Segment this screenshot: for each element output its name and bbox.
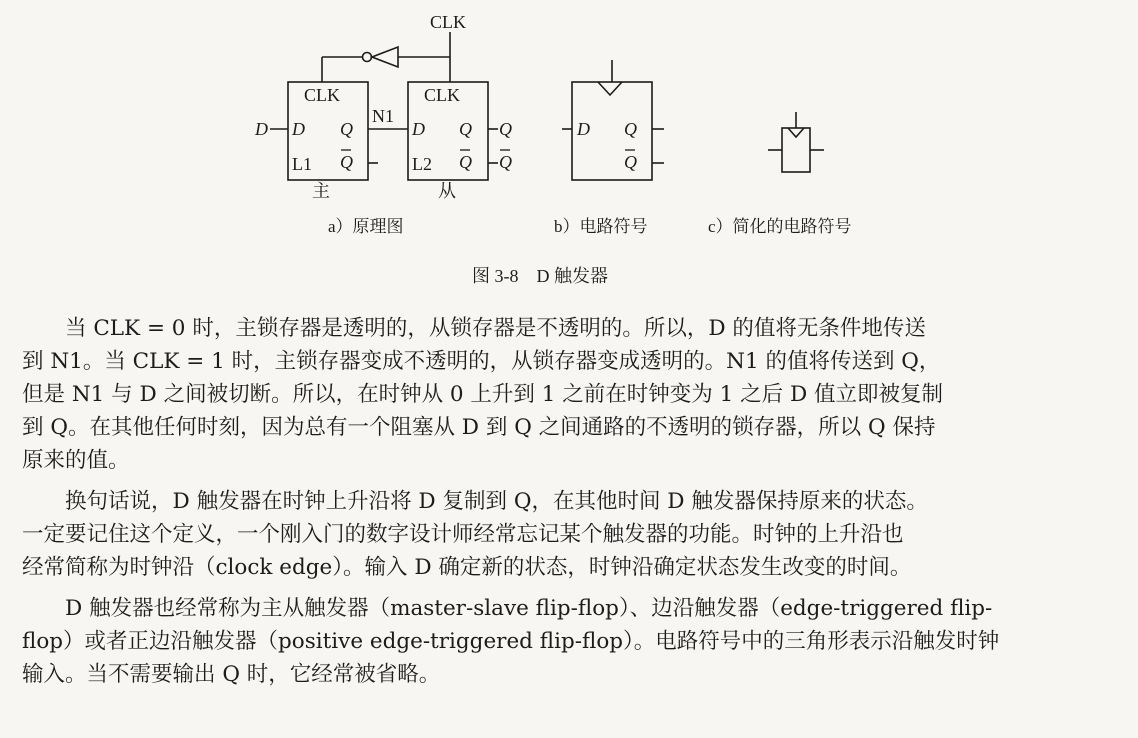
text-line: 一定要记住这个定义，一个刚入门的数字设计师经常忘记某个触发器的功能。时钟的上升沿也 (22, 522, 904, 547)
qbar-output-label: Q (499, 152, 512, 172)
q-output-label: Q (499, 119, 512, 139)
l1-name-label: L1 (292, 154, 312, 174)
paragraph-2 (22, 485, 1122, 584)
slave-label: 从 (438, 181, 456, 201)
l2-qbar-label: Q (459, 152, 472, 172)
text-line: 但是 N1 与 D 之间被切断。所以，在时钟从 0 上升到 1 之前在时钟变为 1 之后 D 值立即被复制 (22, 382, 944, 407)
text-line: 到 Q。在其他任何时刻，因为总有一个阻塞从 D 到 Q 之间通路的不透明的锁存器，所以 Q 保持 (22, 415, 936, 440)
subcaption-b: b）电路符号 (554, 217, 648, 236)
l1-q-label: Q (340, 119, 353, 139)
simplified-clock-triangle-icon (788, 128, 804, 137)
l1-qbar-label: Q (340, 152, 353, 172)
clk-top-label: CLK (430, 12, 466, 32)
l2-name-label: L2 (412, 154, 432, 174)
paragraph-3 (22, 592, 1122, 691)
subcaption-a: a）原理图 (328, 217, 404, 236)
d-input-label: D (255, 119, 268, 139)
symbol-d-label: D (577, 119, 590, 139)
figure-title: 图 3-8 D 触发器 (472, 266, 608, 286)
text-line: D 触发器也经常称为主从触发器（master-slave flip-flop）、边沿触发器（edge-triggered flip- (65, 596, 993, 621)
l2-q-label: Q (459, 119, 472, 139)
symbol-qbar-label: Q (624, 152, 637, 172)
clock-triangle-icon (598, 82, 622, 95)
text-line: 输入。当不需要输出 Q 时，它经常被省略。 (22, 662, 441, 687)
n1-label: N1 (372, 106, 394, 126)
d-flip-flop-figure (0, 0, 1138, 300)
master-label: 主 (312, 181, 330, 201)
l2-clk-label: CLK (424, 85, 460, 105)
l1-clk-label: CLK (304, 85, 340, 105)
text-line: 经常简称为时钟沿（clock edge）。输入 D 确定新的状态，时钟沿确定状态发生改变的时间。 (22, 555, 912, 580)
text-line: flop）或者正边沿触发器（positive edge-triggered flip-flop）。电路符号中的三角形表示沿触发时钟 (22, 629, 1000, 654)
figure-3-8 (0, 0, 1138, 300)
body-text (22, 312, 1122, 699)
dff-simplified-box (782, 128, 810, 172)
symbol-q-label: Q (624, 119, 637, 139)
text-line: 原来的值。 (22, 448, 130, 473)
text-line: 到 N1。当 CLK = 1 时，主锁存器变成不透明的，从锁存器变成透明的。N1 的值将传送到 Q， (22, 349, 941, 374)
text-line: 换句话说，D 触发器在时钟上升沿将 D 复制到 Q，在其他时间 D 触发器保持原来的状态。 (65, 489, 928, 514)
paragraph-1 (22, 312, 1122, 477)
l1-d-label: D (292, 119, 305, 139)
text-line: 当 CLK = 0 时，主锁存器是透明的，从锁存器是不透明的。所以，D 的值将无条件地传送 (65, 316, 926, 341)
l2-d-label: D (412, 119, 425, 139)
subcaption-c: c）简化的电路符号 (708, 217, 852, 236)
